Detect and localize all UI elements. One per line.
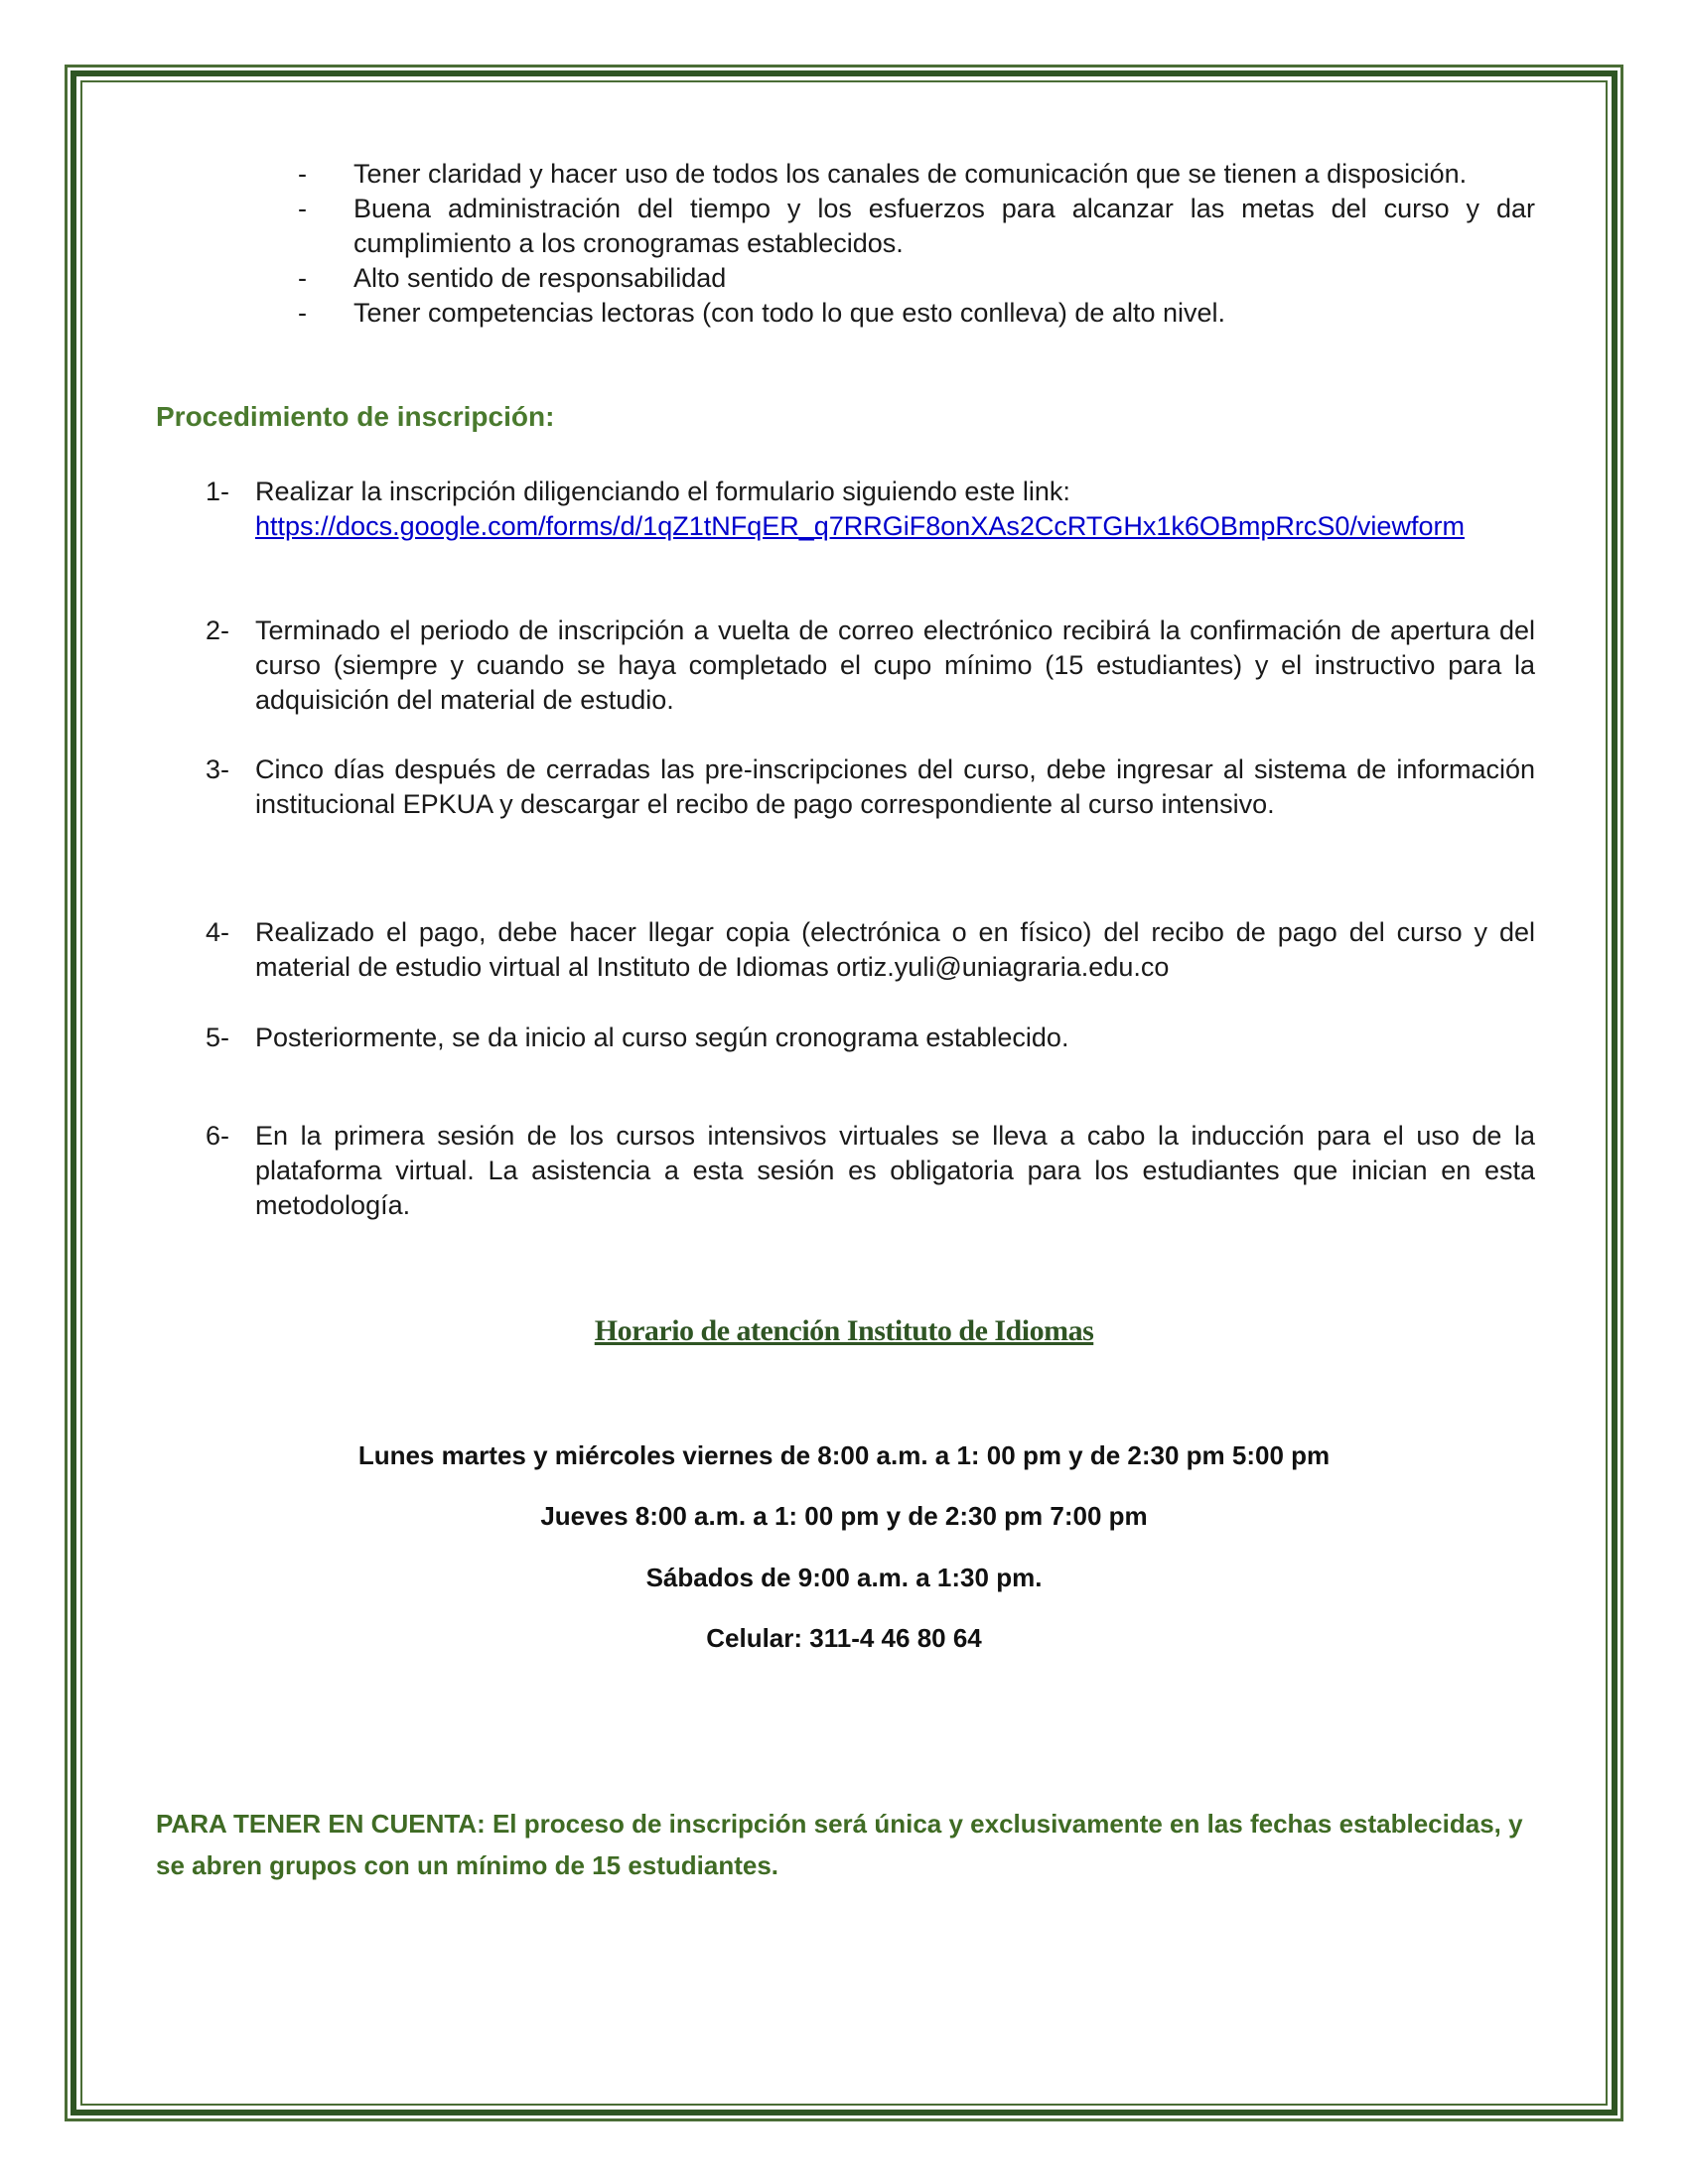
schedule-line: Sábados de 9:00 a.m. a 1:30 pm.	[645, 1563, 1043, 1592]
step-number: 4-	[206, 917, 230, 947]
procedure-step-5	[206, 1021, 1535, 1055]
procedure-step-2	[206, 614, 1535, 718]
schedule-line: Jueves 8:00 a.m. a 1: 00 pm y de 2:30 pm 7:00 pm	[540, 1501, 1148, 1531]
step-number: 3-	[206, 754, 230, 784]
procedure-step-4	[206, 915, 1535, 985]
step-text: En la primera sesión de los cursos intensivos virtuales se lleva a cabo la inducción para el uso de la plataforma virtual. La asistencia a esta sesión es obligatoria para los estudiantes que inician en esta metodología.	[255, 1121, 1535, 1220]
bullet-dash: -	[298, 298, 307, 328]
list-item-text: Tener competencias lectoras (con todo lo que esto conlleva) de alto nivel.	[353, 298, 1226, 328]
procedure-step-3	[206, 752, 1535, 822]
procedure-heading: Procedimiento de inscripción:	[156, 401, 555, 432]
step-text: Cinco días después de cerradas las pre-inscripciones del curso, debe ingresar al sistema de información institucional EPKUA y descargar el recibo de pago correspondiente al curso intensivo.	[255, 754, 1535, 819]
phone-line: Celular: 311-4 46 80 64	[706, 1623, 982, 1653]
list-item	[298, 192, 1535, 261]
list-item	[298, 157, 1535, 192]
bullet-dash: -	[298, 263, 307, 293]
schedule-heading	[0, 1314, 1688, 1348]
bullet-dash: -	[298, 159, 307, 189]
procedure-step-6	[206, 1119, 1535, 1223]
procedure-step-1	[206, 475, 1535, 544]
step-number: 6-	[206, 1121, 230, 1151]
schedule-heading-text: Horario de atención Instituto de Idiomas	[594, 1314, 1094, 1347]
schedule-line: Lunes martes y miércoles viernes de 8:00 a.m. a 1: 00 pm y de 2:30 pm 5:00 pm	[357, 1440, 1331, 1470]
registration-form-link[interactable]: https://docs.google.com/forms/d/1qZ1tNFqER_q7RRGiF8onXAs2CcRTGHx1k6OBmpRrcS0/viewform	[255, 511, 1465, 541]
list-item-text: Alto sentido de responsabilidad	[353, 263, 727, 293]
bullet-dash: -	[298, 194, 307, 223]
list-item	[298, 296, 1535, 331]
list-item	[298, 261, 1535, 296]
step-number: 2-	[206, 615, 230, 645]
step-text: Terminado el periodo de inscripción a vuelta de correo electrónico recibirá la confirmación de apertura del curso (siempre y cuando se haya completado el cupo mínimo (15 estudiantes) y el instructivo para la adquisición del material de estudio.	[255, 615, 1535, 715]
step-text: Realizar la inscripción diligenciando el formulario siguiendo este link:	[255, 477, 1070, 506]
important-note: PARA TENER EN CUENTA: El proceso de inscripción será única y exclusivamente en las fechas establecidas, y se abren grupos con un mínimo de 15 estudiantes.	[156, 1809, 1523, 1880]
step-text: Realizado el pago, debe hacer llegar copia (electrónica o en físico) del recibo de pago del curso y del material de estudio virtual al Instituto de Idiomas ortiz.yuli@uniagraria.edu.co	[255, 917, 1535, 982]
requirements-list	[298, 157, 1535, 331]
list-item-text: Buena administración del tiempo y los esfuerzos para alcanzar las metas del curso y dar cumplimiento a los cronogramas establecidos.	[353, 194, 1535, 258]
step-text: Posteriormente, se da inicio al curso según cronograma establecido.	[255, 1023, 1069, 1052]
step-number: 1-	[206, 477, 230, 506]
list-item-text: Tener claridad y hacer uso de todos los canales de comunicación que se tienen a disposición.	[353, 159, 1468, 189]
step-number: 5-	[206, 1023, 230, 1052]
